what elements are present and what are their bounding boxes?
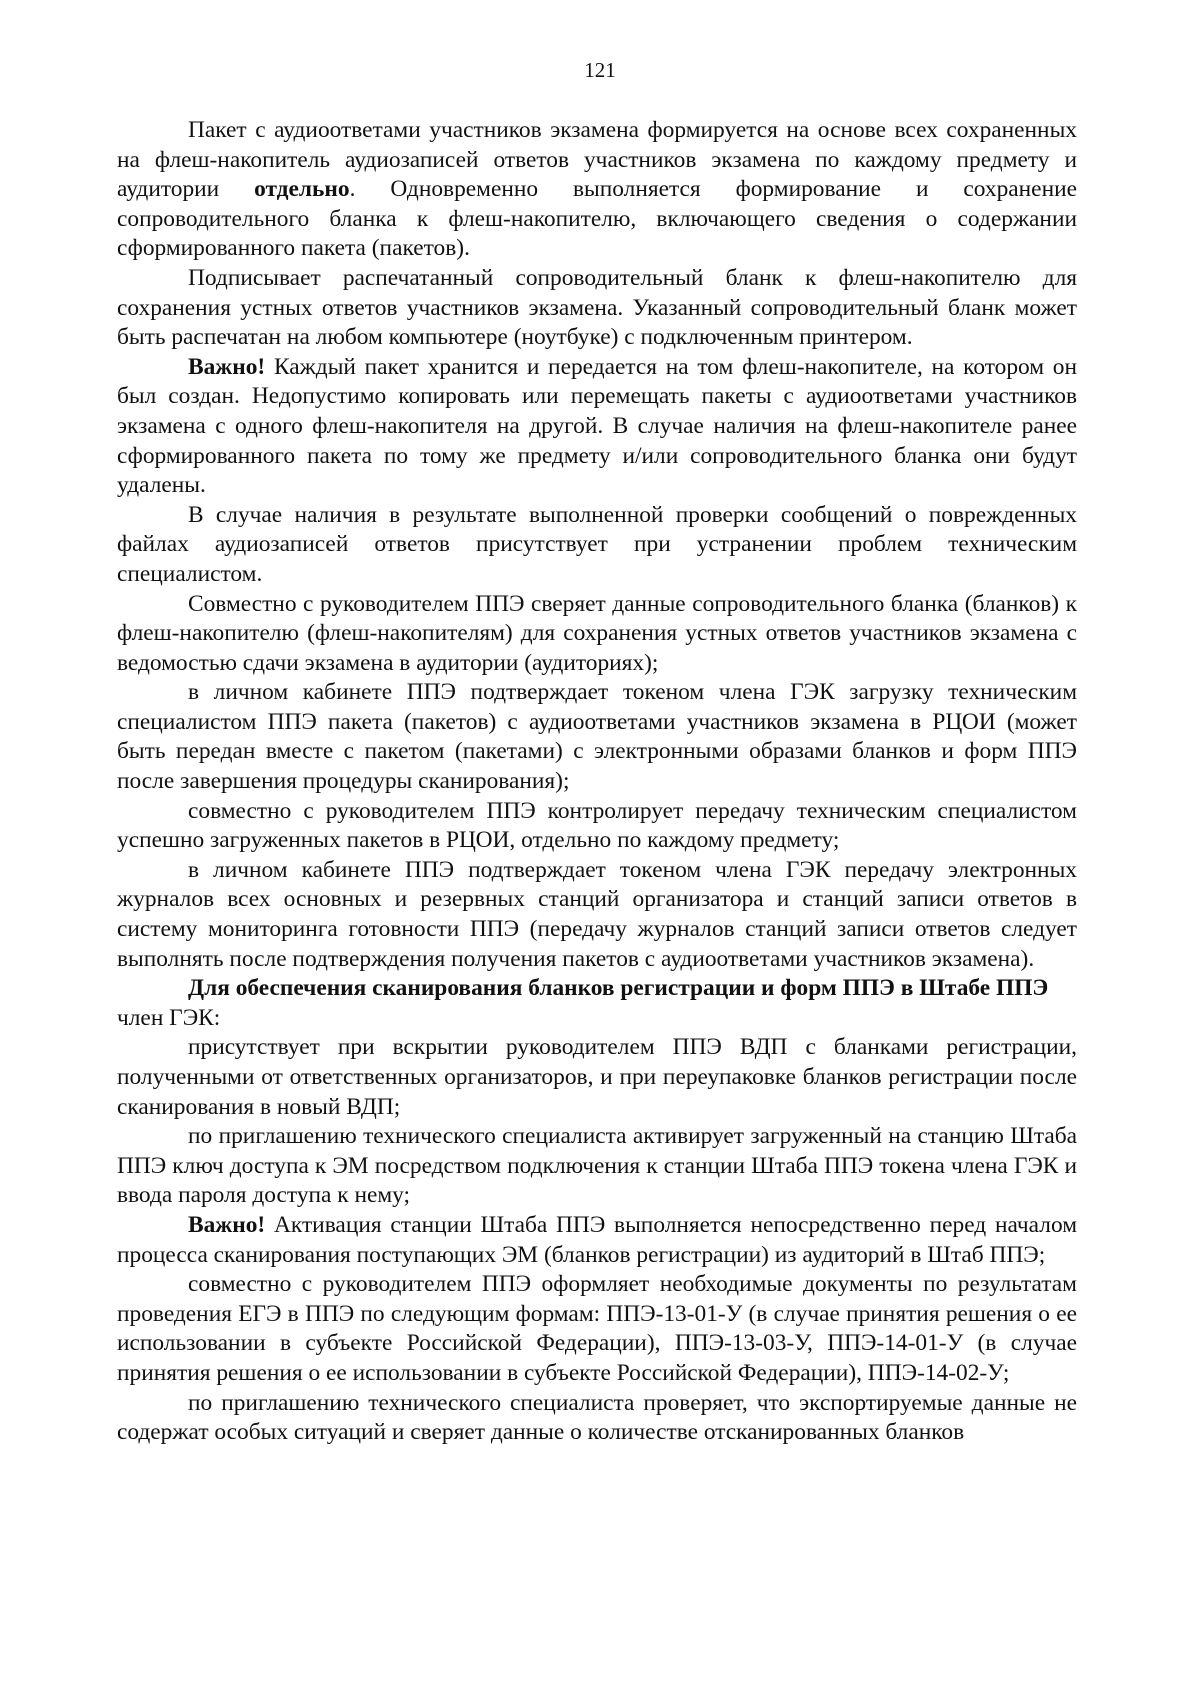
paragraph-sign-blank: Подписывает распечатанный сопроводительный бланк к флеш-накопителю для сохранения устных ответов участников экзамена. Указанный сопроводительный бланк может быть распечатан на любом компьютере (ноутбуке) с подключенным принтером.: [117, 264, 1077, 351]
paragraph-opening-vdp: присутствует при вскрытии руководителем ППЭ ВДП с бланками регистрации, полученными от ответственных организаторов, и при переупаковке бланков регистрации после сканирования в новый ВДП;: [117, 1034, 1077, 1120]
paragraph-export-check: по приглашению технического специалиста проверяет, что экспортируемые данные не содержат особых ситуаций и сверяет данные о количестве отсканированных бланков: [117, 1389, 1077, 1446]
paragraph-forms: совместно с руководителем ППЭ оформляет необходимые документы по результатам проведения ЕГЭ в ППЭ по следующим формам: ППЭ-13-01-У (в случае принятия решения о ее использовании в субъекте Российской Федерации), ППЭ-13-03-У, ППЭ-14-01-У (в случае принятия решения о ее использовании в субъекте Российской Федерации), ППЭ-14-02-У;: [117, 1271, 1077, 1386]
paragraph-important-activation: [117, 1211, 1077, 1270]
paragraph-text: Пакет с аудиоответами участников экзамена формируется на основе всех сохраненных на флеш-накопитель аудиозаписей ответов участников экзамена по каждому предмету и аудитории: [117, 117, 1077, 203]
paragraph-verify-blank: Совместно с руководителем ППЭ сверяет данные сопроводительного бланка (бланков) к флеш-накопителю (флеш-накопителям) для сохранения устных ответов участников экзамена с ведомостью сдачи экзамена в аудитории (аудиториях);: [117, 590, 1077, 676]
bold-emphasis: отдельно: [254, 176, 350, 203]
paragraph-text: . Одновременно выполняется формирование и сохранение сопроводительного бланка к флеш-накопителю, включающего сведения о содержании сформированного пакета (пакетов).: [117, 176, 1077, 262]
paragraph-important-package: [117, 353, 1077, 501]
section-heading-scanning: Для обеспечения сканирования бланков регистрации и форм ППЭ в Штабе ППЭ: [188, 975, 1049, 1002]
important-label: Важно!: [188, 1211, 266, 1238]
paragraph-damaged-files: В случае наличия в результате выполненной проверки сообщений о поврежденных файлах аудиозаписей ответов присутствует при устранении проблем техническим специалистом.: [117, 501, 1077, 587]
paragraph-activate-key: по приглашению технического специалиста активирует загруженный на станцию Штаба ППЭ ключ доступа к ЭМ посредством подключения к станции Штаба ППЭ токена члена ГЭК и ввода пароля доступа к нему;: [117, 1123, 1077, 1209]
paragraph-control-transfer: совместно с руководителем ППЭ контролирует передачу техническим специалистом успешно загруженных пакетов в РЦОИ, отдельно по каждому предмету;: [117, 797, 1077, 854]
paragraph-confirm-journals: в личном кабинете ППЭ подтверждает токеном члена ГЭК передачу электронных журналов всех основных и резервных станций организатора и станций записи ответов в систему мониторинга готовности ППЭ (передачу журналов станций записи ответов следует выполнять после подтверждения получения пакетов с аудиоответами участников экзамена).: [117, 856, 1077, 972]
paragraph-text: Каждый пакет хранится и передается на том флеш-накопителе, на котором он был создан. Недопустимо копировать или перемещать пакеты с аудиоответами участников экзамена с одного флеш-накопителя на другой. В случае наличия на флеш-накопителе ранее сформированного пакета по тому же предмету и/или сопроводительного бланка они будут удалены.: [117, 353, 1077, 499]
page-body: [117, 116, 1077, 1448]
page-number: 121: [584, 58, 616, 82]
paragraph-text: Активация станции Штаба ППЭ выполняется непосредственно перед началом процесса сканирования поступающих ЭМ (бланков регистрации) из аудиторий в Штаб ППЭ;: [117, 1211, 1077, 1268]
important-label: Важно!: [188, 353, 266, 380]
paragraph-confirm-upload: в личном кабинете ППЭ подтверждает токеном члена ГЭК загрузку техническим специалистом ППЭ пакета (пакетов) с аудиоответами участников экзамена в РЦОИ (может быть передан вместе с пакетом (пакетами) с электронными образами бланков и форм ППЭ после завершения процедуры сканирования);: [117, 679, 1077, 795]
paragraph-audio-package: [117, 116, 1077, 264]
paragraph-gek-member: член ГЭК:: [117, 1004, 221, 1031]
